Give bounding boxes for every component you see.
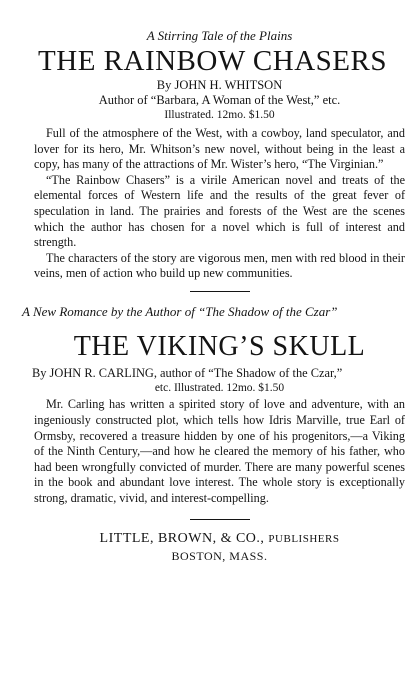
book2-title: THE VIKING’S SKULL [73, 330, 366, 362]
book1-details: Illustrated. 12mo. $1.50 [164, 109, 275, 121]
book1-paragraph-3: The characters of the story are vigorous men, men with red blood in their veins, men of action who build up new communities. [34, 250, 405, 281]
book2-paragraph-1: Mr. Carling has written a spirited story of love and adventure, with an ingeniously constructed plot, which tells how Idris Marville, true Earl of Ormsby, recovered a treasure hidden by one of his progenitors,—a Viking of the Ninth Century,—and how he cleared the memory of his father, who had been wrongfully convicted of murder. There are many powerful scenes in the book and abundant love interest. The whole story is exceptionally strong, dramatic, vivid, and interest-compelling. [34, 397, 405, 505]
publisher-name: LITTLE, BROWN, & CO., [99, 530, 265, 546]
book2-tagline: A New Romance by the Author of “The Shadow of the Czar” [22, 303, 338, 319]
publisher-divider [190, 519, 250, 520]
book1-author: By JOHN H. WHITSON [156, 78, 283, 92]
book1-tagline: A Stirring Tale of the Plains [146, 28, 293, 43]
publisher-line [34, 530, 405, 548]
section-divider [190, 291, 250, 292]
book1-title: THE RAINBOW CHASERS [38, 45, 387, 77]
book1-author-of: Author of “Barbara, A Woman of the West,” etc. [98, 93, 341, 107]
publisher-city: BOSTON, MASS. [171, 548, 268, 563]
publisher-role: PUBLISHERS [268, 532, 340, 545]
book2-details: etc. Illustrated. 12mo. $1.50 [154, 382, 285, 395]
book1-paragraph-2: “The Rainbow Chasers” is a virile American novel and treats of the elemental forces of Western life and the results of the great fever of speculation in land. The prairies and forests of the West are the scenes which the author has chosen for a novel which is full of interest and strength. [34, 172, 405, 250]
book1-paragraph-1: Full of the atmosphere of the West, with a cowboy, land speculator, and lover for its hero, Mr. Whitson’s new novel, without being in the least a copy, has many of the attractions of Mr. Wister’s hero, “The Virginian.” [34, 126, 405, 172]
book2-byline: By JOHN R. CARLING, author of “The Shadow of the Czar,” [32, 365, 343, 380]
